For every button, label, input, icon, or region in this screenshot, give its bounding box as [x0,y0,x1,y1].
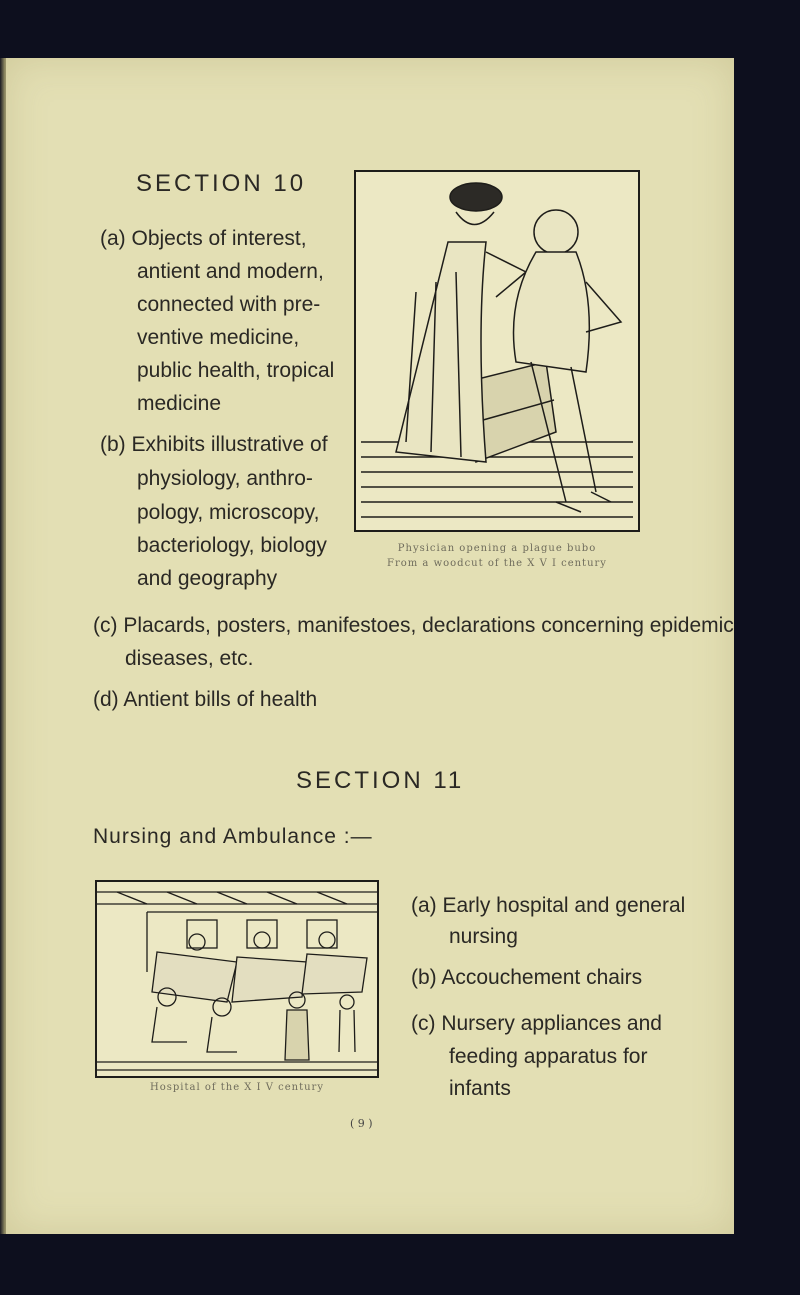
section-10-item-c-line-2: diseases, etc. [125,647,254,670]
item-line: medicine [137,392,222,415]
woodcut-physician-figure [354,170,640,532]
woodcut-hospital-figure [95,880,379,1078]
figure-2-caption: Hospital of the X I V century [150,1082,324,1093]
item-line: antient and modern, [137,260,324,283]
item-line: (c) Nursery appliances and [411,1012,662,1035]
item-line: bacteriology, biology [137,534,327,557]
page-number: ( 9 ) [350,1117,373,1130]
item-line: nursing [449,925,518,948]
item-line: (a) Objects of interest, [100,227,307,250]
figure-1-caption-line-2: From a woodcut of the X V I century [387,558,607,569]
woodcut-illustration [356,172,638,530]
figure-1-caption-line-1: Physician opening a plague bubo [397,543,597,554]
section-11-item-b: (b) Accouchement chairs [411,966,643,989]
item-line: connected with pre- [137,293,321,316]
item-line: (a) Early hospital and general [411,894,686,917]
item-line: public health, tropical [137,359,335,382]
item-line: (b) Exhibits illustrative of [100,433,328,456]
section-10-item-d: (d) Antient bills of health [93,688,318,711]
section-11-heading: SECTION 11 [296,767,465,794]
woodcut-illustration [97,882,377,1076]
item-line: physiology, anthro- [137,467,313,490]
item-line: and geography [137,567,278,590]
section-10-heading: SECTION 10 [136,170,307,197]
item-line: pology, microscopy, [137,501,320,524]
item-line: ventive medicine, [137,326,300,349]
section-10-item-c-line-1: (c) Placards, posters, manifestoes, declarations concerning epidemic [93,614,734,637]
section-11-subtitle: Nursing and Ambulance :— [93,825,373,848]
item-line: feeding apparatus for [449,1045,648,1068]
item-line: infants [449,1077,511,1100]
